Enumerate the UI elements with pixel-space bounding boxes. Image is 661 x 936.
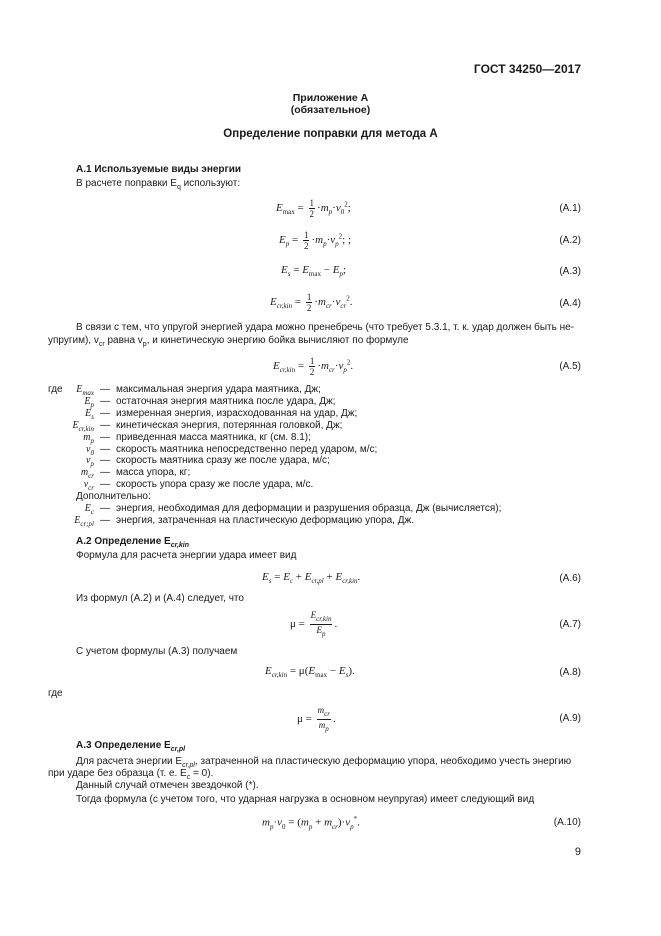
document-number: ГОСТ 34250—2017 (473, 62, 581, 76)
section-a2-title: А.2 Определение $E_{cr,kin}$ (76, 536, 190, 549)
where-label-2: где (48, 688, 63, 699)
definition-text: энергия, необходимая для деформации и разрушения образца, Дж (вычисляется); (116, 503, 502, 514)
definition-row (0, 503, 661, 515)
definition-row (0, 467, 661, 479)
definition-symbol: $E_{max}$ (76, 384, 94, 397)
equation-a6: $E_s = E_c + E_{cr,pl} + E_{cr,kin}$. (262, 571, 361, 586)
definition-text: кинетическая энергия, потерянная головкой, Дж; (116, 419, 343, 431)
equation-a7-number: (А.7) (559, 619, 581, 630)
definition-dash: — (100, 419, 110, 431)
annex-title: Приложение А (292, 92, 369, 104)
equation-a1-number: (А.1) (559, 203, 581, 214)
section-a3-p3: Тогда формула (с учетом того, что ударная нагрузка в основном неупругая) имеет следующий вид (76, 794, 535, 805)
definition-dash: — (100, 407, 110, 419)
definition-text: остаточная энергия маятника после удара, Дж; (116, 395, 336, 407)
definition-dash: — (100, 479, 110, 491)
annex-status: (обязательное) (290, 104, 371, 116)
definition-row (0, 408, 661, 420)
definition-row (0, 455, 661, 467)
definition-row (0, 396, 661, 408)
section-a2-p2: Из формул (А.2) и (А.4) следует, что (76, 593, 244, 604)
equation-a10: $m_p\cdot v_0 = (m_p + m_{cr})\cdot v_p^*$. (262, 815, 360, 831)
definitions-list-additional (0, 503, 661, 529)
section-a3-p1: Для расчета энергии $E_{cr,pl}$, затраченной на пластическую деформацию упора, необходимо учесть энергию (76, 756, 572, 769)
definition-text: скорость маятника непосредственно перед ударом, м/с; (116, 443, 378, 455)
definition-symbol: $m_{cr}$ (80, 467, 94, 481)
equation-a9: μ = $\frac{m_{cr}}{m_p}$ . (297, 705, 336, 733)
definition-row (0, 515, 661, 527)
equation-a1: $E_{max}$ = $\frac{1}{2}$ $\cdot m_p\cdot v_0^2$; (276, 198, 351, 219)
definition-text: измеренная энергия, израсходованная на удар, Дж; (116, 407, 358, 419)
definition-text: масса упора, кг; (116, 467, 191, 479)
equation-a2-number: (А.2) (559, 235, 581, 246)
section-a1-title: А.1 Используемые виды энергии (76, 164, 241, 175)
definition-text: энергия, затраченная на пластическую деформацию упора, Дж. (116, 515, 414, 526)
definition-row (0, 384, 661, 396)
definition-symbol: $v_0$ (86, 443, 94, 457)
definition-dash: — (100, 515, 110, 526)
section-a3-p1-cont: при ударе без образца (т. е. $E_c = 0$). (48, 768, 214, 781)
definition-dash: — (100, 443, 110, 455)
definition-symbol: $E_s$ (85, 407, 94, 421)
equation-a2: $E_p$ = $\frac{1}{2}$ $\cdot m_p\cdot v_p^2$; ; (279, 230, 352, 251)
definition-symbol: $m_p$ (83, 431, 94, 445)
definitions-list (0, 384, 661, 494)
definition-dash: — (100, 455, 110, 467)
definition-text: скорость маятника сразу же после удара, м/с; (116, 455, 330, 467)
equation-a7: μ = $\frac{E_{cr,kin}}{E_p}$ . (290, 610, 338, 638)
section-a2-p3: С учетом формулы (А.3) получаем (76, 646, 238, 657)
where-label: где (48, 384, 63, 395)
definition-symbol: $v_p$ (86, 455, 94, 469)
equation-a4: $E_{cr,kin}$ = $\frac{1}{2}$ $\cdot m_{cr}\cdot v_{cr}^2$. (270, 292, 353, 313)
definition-row (0, 444, 661, 456)
definition-dash: — (100, 467, 110, 479)
section-a3-p2: Данный случай отмечен звездочкой (*). (76, 780, 259, 791)
definition-symbol: $E_{cr,kin}$ (72, 419, 94, 433)
equation-a5-number: (А.5) (559, 361, 581, 372)
definition-symbol: $E_c$ (84, 503, 94, 516)
definition-dash: — (100, 384, 110, 395)
definition-text: максимальная энергия удара маятника, Дж; (116, 384, 321, 395)
page-number: 9 (574, 846, 581, 858)
equation-a3-number: (А.3) (559, 266, 581, 277)
definition-dash: — (100, 431, 110, 443)
definition-symbol: $E_p$ (84, 395, 94, 409)
definition-text: скорость упора сразу же после удара, м/с. (116, 479, 314, 491)
paragraph-elastic-energy: В связи с тем, что упругой энергией удара можно пренебречь (что требует 5.3.1, т. к. удар должен быть не- (76, 322, 575, 333)
equation-a9-number: (А.9) (559, 713, 581, 724)
equation-a4-number: (А.4) (559, 298, 581, 309)
additionally-label: Дополнительно: (76, 491, 151, 502)
definition-row (0, 479, 661, 491)
section-a1-intro: В расчете поправки $E_q$ используют: (76, 178, 241, 191)
equation-a10-number: (А.10) (553, 817, 581, 828)
definition-symbol: $v_{cr}$ (83, 479, 94, 493)
equation-a6-number: (А.6) (559, 573, 581, 584)
definition-dash: — (100, 395, 110, 407)
definition-row (0, 420, 661, 432)
annex-heading: Определение поправки для метода А (223, 128, 438, 140)
definition-row (0, 432, 661, 444)
equation-a3: $E_s = E_{max} - E_p$; (281, 264, 346, 279)
section-a2-p1: Формула для расчета энергии удара имеет вид (76, 550, 297, 561)
definition-dash: — (100, 503, 110, 514)
section-a3-title: А.3 Определение $E_{cr,pl}$ (76, 740, 186, 753)
paragraph-elastic-energy-cont: упругим), $v_{cr}$ равна $v_p$, и кинетическую энергию бойка вычисляют по формуле (48, 335, 409, 348)
definition-text: приведенная масса маятника, кг (см. 8.1); (116, 431, 311, 443)
equation-a8: $E_{cr,kin} = \mu(E_{max} - E_s)$. (265, 665, 355, 680)
equation-a8-number: (А.8) (559, 667, 581, 678)
equation-a5: $E_{cr,kin}$ = $\frac{1}{2}$ $\cdot m_{cr}\cdot v_p^2$. (273, 356, 354, 377)
definition-symbol: $E_{cr;pl}$ (74, 515, 94, 528)
